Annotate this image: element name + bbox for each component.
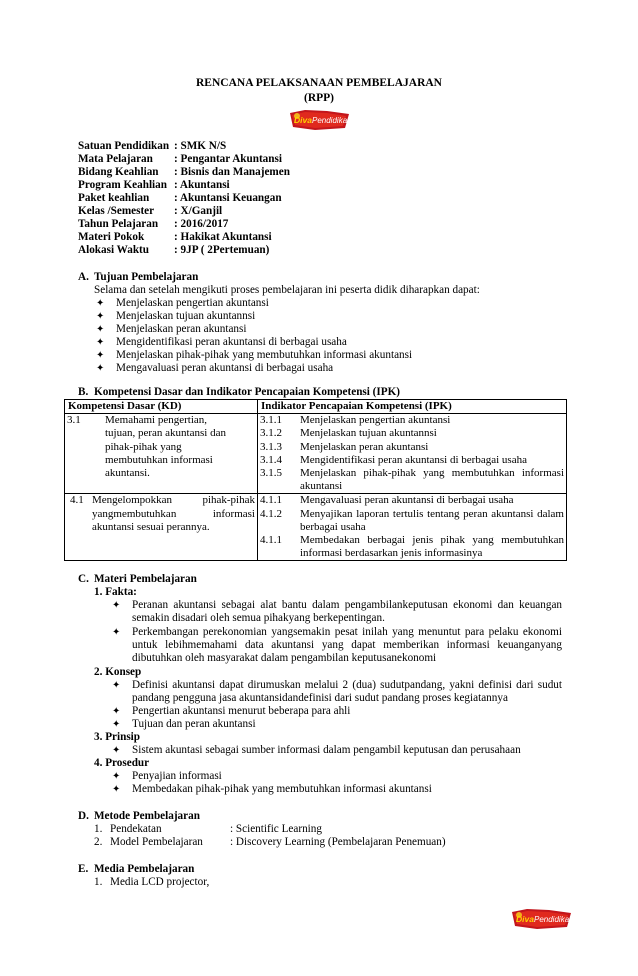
star-bullet-icon: ✦ xyxy=(96,311,105,322)
diva-pendidikan-logo xyxy=(287,108,353,132)
table-row xyxy=(65,414,567,494)
section-e-heading: E. Media Pembelajaran xyxy=(78,863,195,875)
section-d-heading: D. Metode Pembelajaran xyxy=(78,810,200,822)
method-row: 2. Model Pembelajaran : Discovery Learning (Pembelajaran Penemuan) xyxy=(94,836,446,848)
section-c-heading: C. Materi Pembelajaran xyxy=(78,573,197,585)
svg-text:Diva: Diva xyxy=(294,115,312,125)
fakta-label: 1. Fakta: xyxy=(94,586,137,598)
list-item: ✦ Pengertian akuntansi menurut beberapa para ahli xyxy=(112,705,351,717)
svg-text:Diva: Diva xyxy=(516,914,534,924)
method-row: 1. Pendekatan : Scientific Learning xyxy=(94,823,322,835)
star-bullet-icon: ✦ xyxy=(112,600,121,611)
list-item: ✦ Membedakan pihak-pihak yang membutuhkan informasi akuntansi xyxy=(112,783,432,795)
table-row xyxy=(65,494,567,561)
list-item: ✦ Peranan akuntansi sebagai alat bantu dalam pengambilankeputusan ekonomi dan keuangan semakin disadari oleh semua pihakyang berkepentingan. xyxy=(112,599,562,624)
column-header-kd: Kompetensi Dasar (KD) xyxy=(65,400,258,414)
column-header-ipk: Indikator Pencapaian Kompetensi (IPK) xyxy=(258,400,567,414)
media-row: 1. Media LCD projector, xyxy=(94,876,210,888)
star-bullet-icon: ✦ xyxy=(112,627,121,638)
prinsip-label: 3. Prinsip xyxy=(94,731,141,743)
star-bullet-icon: ✦ xyxy=(112,680,121,691)
konsep-label: 2. Konsep xyxy=(94,666,142,678)
document-subtitle: (RPP) xyxy=(303,92,334,104)
table-header-row xyxy=(65,400,567,414)
section-a-intro: Selama dan setelah mengikuti proses pembelajaran ini peserta didik diharapkan dapat: xyxy=(94,284,480,296)
prosedur-label: 4. Prosedur xyxy=(94,757,150,769)
list-item: ✦ Perkembangan perekonomian yangsemakin pesat inilah yang menuntut para pelaku ekonomi untuk lebihmemahami data akuntansi yang dapat memberikan informasi keuanganyang dibutuhkan oleh masyarakat dalam pengambilan keputusanekonomi xyxy=(112,626,562,664)
kd-cell: 4.1 Mengelompokkan pihak-pihak yangmembutuhkan informasi akuntansi sesuai perannya. xyxy=(65,494,258,561)
ipk-cell: 3.1.1 Menjelaskan pengertian akuntansi 3.1.2 Menjelaskan tujuan akuntannsi 3.1.3 Menjelaskan peran akuntansi 3.1.4 Mengidentifikasi peran akuntansi di berbagai usaha 3.1.5 Menjelaskan pihak-pihak yang membutuhkan informasi akuntansi xyxy=(258,414,567,494)
diva-pendidikan-footer-logo xyxy=(509,907,575,931)
star-bullet-icon: ✦ xyxy=(112,771,121,782)
star-bullet-icon: ✦ xyxy=(96,350,105,361)
star-bullet-icon: ✦ xyxy=(96,298,105,309)
star-bullet-icon: ✦ xyxy=(112,706,121,717)
kd-cell: 3.1 Memahami pengertian, tujuan, peran akuntansi dan pihak-pihak yang membutuhkan informasi akuntansi. xyxy=(65,414,258,494)
star-bullet-icon: ✦ xyxy=(112,745,121,756)
star-bullet-icon: ✦ xyxy=(112,784,121,795)
list-item: ✦ Definisi akuntansi dapat dirumuskan melalui 2 (dua) sudutpandang, yakni definisi dari sudut pandang pengguna jasa akuntansidandefinisi dari sudut pandang proses kegiatannya xyxy=(112,679,562,704)
star-bullet-icon: ✦ xyxy=(96,337,105,348)
document-title: RENCANA PELAKSANAAN PEMBELAJARAN xyxy=(196,77,442,89)
star-bullet-icon: ✦ xyxy=(112,719,121,730)
svg-text:Pendidikan: Pendidikan xyxy=(534,915,574,924)
list-item: ✦ Tujuan dan peran akuntansi xyxy=(112,718,256,730)
competency-table xyxy=(64,399,567,561)
star-bullet-icon: ✦ xyxy=(96,324,105,335)
ipk-cell: 4.1.1 Mengavaluasi peran akuntansi di berbagai usaha 4.1.2 Menyajikan laporan tertulis tentang peran akuntansi dalam berbagai usaha 4.1.1 Membedakan berbagai jenis pihak yang membutuhkan informasi berdasarkan jenis informasinya xyxy=(258,494,567,561)
section-a-heading: A. Tujuan Pembelajaran xyxy=(78,271,199,283)
list-item: ✦ Sistem akuntasi sebagai sumber informasi dalam pengambil keputusan dan perusahaan xyxy=(112,744,521,756)
section-b-heading: B. Kompetensi Dasar dan Indikator Pencapaian Kompetensi (IPK) xyxy=(78,386,401,398)
star-bullet-icon: ✦ xyxy=(96,363,105,374)
svg-text:Pendidikan: Pendidikan xyxy=(312,116,352,125)
list-item: ✦ Penyajian informasi xyxy=(112,770,222,782)
